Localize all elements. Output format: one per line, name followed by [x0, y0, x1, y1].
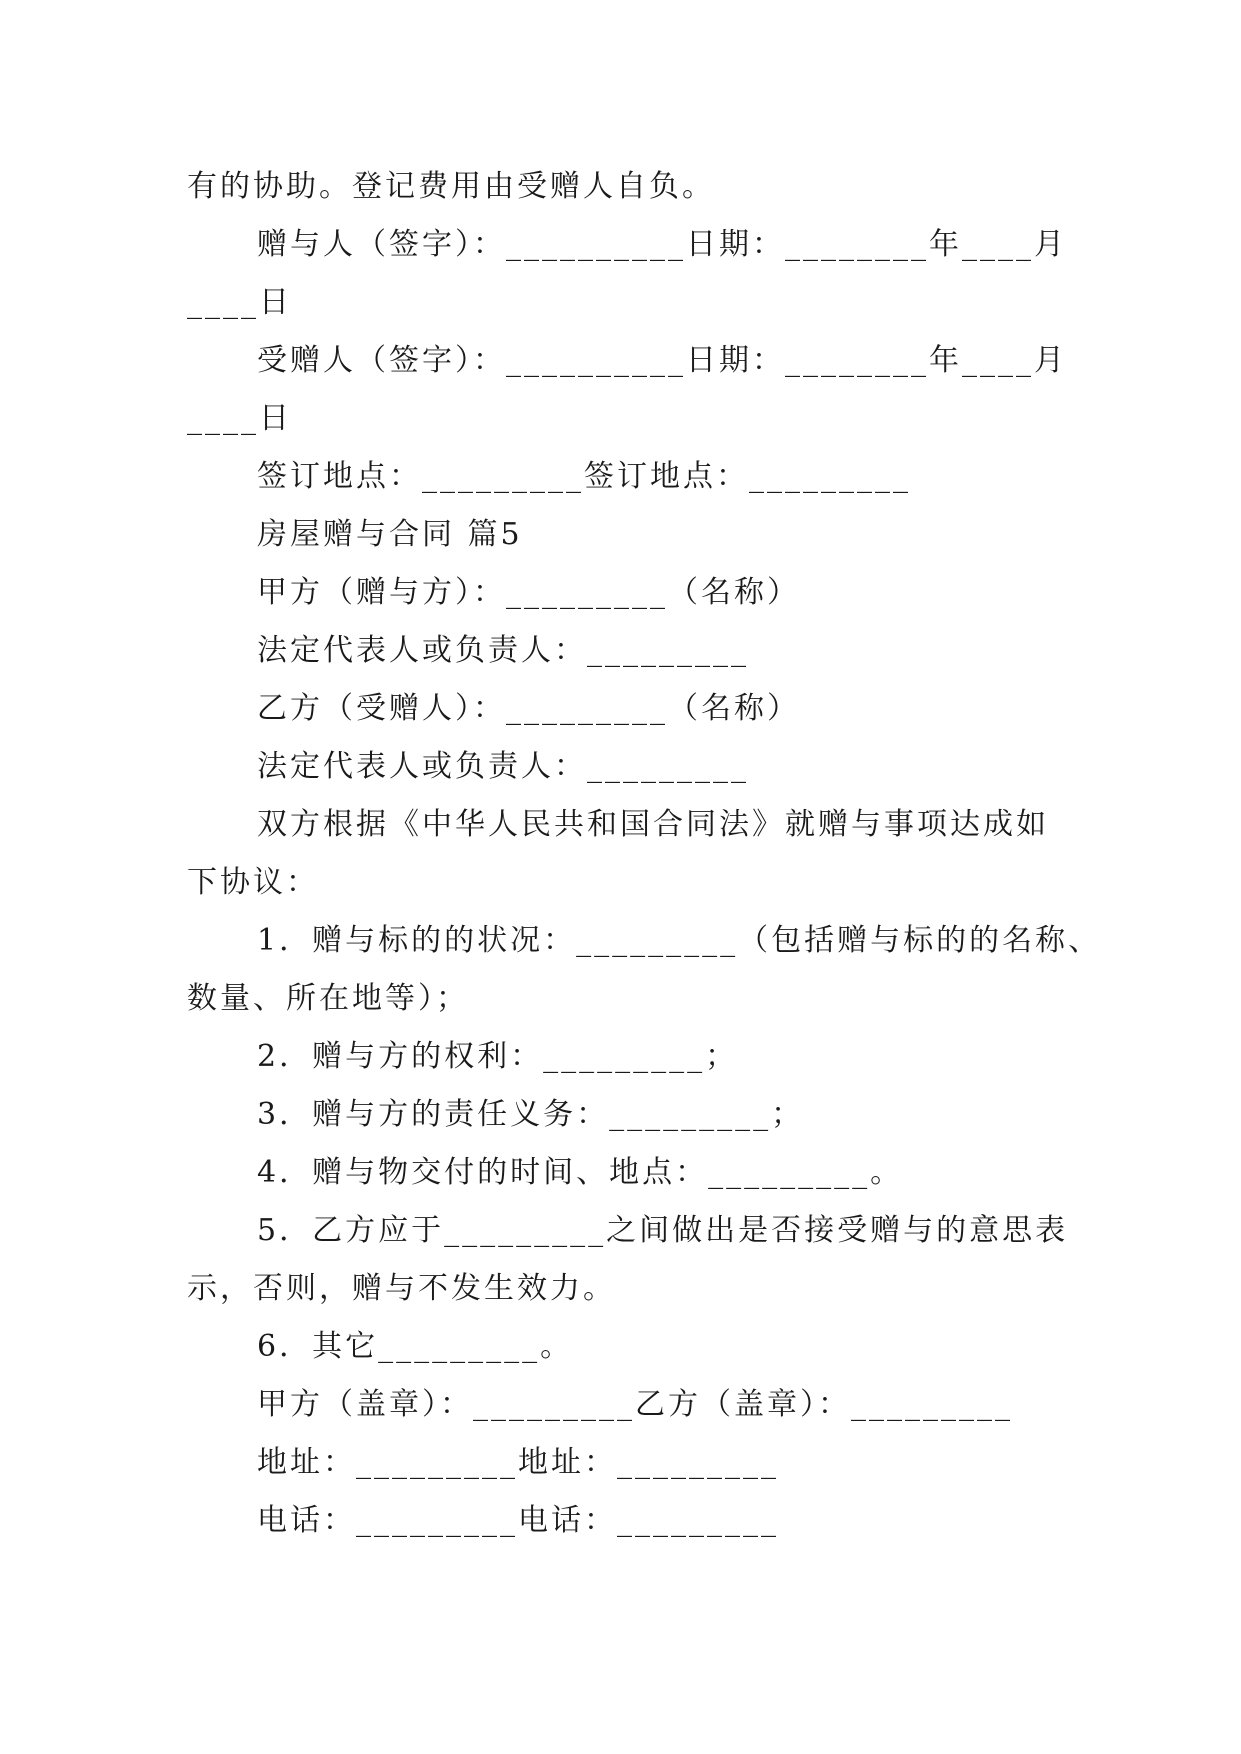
text-line-23: 地址：_________地址：_________: [257, 1445, 779, 1480]
text-line-12: 双方根据《中华人民共和国合同法》就赠与事项达成如: [257, 807, 1049, 842]
text-line-24: 电话：_________电话：_________: [257, 1503, 779, 1538]
text-line-22: 甲方（盖章）：_________乙方（盖章）：_________: [257, 1387, 1013, 1422]
text-line-4: 受赠人（签字）：__________日期：________年____月: [257, 343, 1067, 378]
text-line-11: 法定代表人或负责人：_________: [257, 749, 749, 784]
text-line-16: 2．赠与方的权利：_________；: [257, 1039, 739, 1074]
text-line-13: 下协议：: [187, 865, 319, 900]
text-line-10: 乙方（受赠人）：_________（名称）: [257, 691, 800, 726]
text-line-8: 甲方（赠与方）：_________（名称）: [257, 575, 800, 610]
text-line-20: 示，否则，赠与不发生效力。: [187, 1271, 616, 1306]
text-line-15: 数量、所在地等）；: [187, 981, 469, 1016]
text-line-18: 4．赠与物交付的时间、地点：_________。: [257, 1155, 904, 1190]
contract-text: [187, 158, 1102, 1550]
text-line-9: 法定代表人或负责人：_________: [257, 633, 749, 668]
text-line-21: 6．其它_________。: [257, 1329, 574, 1364]
text-line-2: 赠与人（签字）：__________日期：________年____月: [257, 227, 1067, 262]
text-line-5: ____日: [187, 401, 292, 436]
section-heading: 房屋赠与合同 篇5: [257, 517, 523, 552]
text-line-17: 3．赠与方的责任义务：_________；: [257, 1097, 805, 1132]
text-line-3: ____日: [187, 285, 292, 320]
text-line-19: 5．乙方应于_________之间做出是否接受赠与的意思表: [257, 1213, 1069, 1248]
text-line-6: 签订地点：_________签订地点：_________: [257, 459, 911, 494]
text-line-1: 有的协助。登记费用由受赠人自负。: [187, 169, 715, 204]
text-line-14: 1．赠与标的的状况：_________（包括赠与标的的名称、: [257, 923, 1102, 958]
